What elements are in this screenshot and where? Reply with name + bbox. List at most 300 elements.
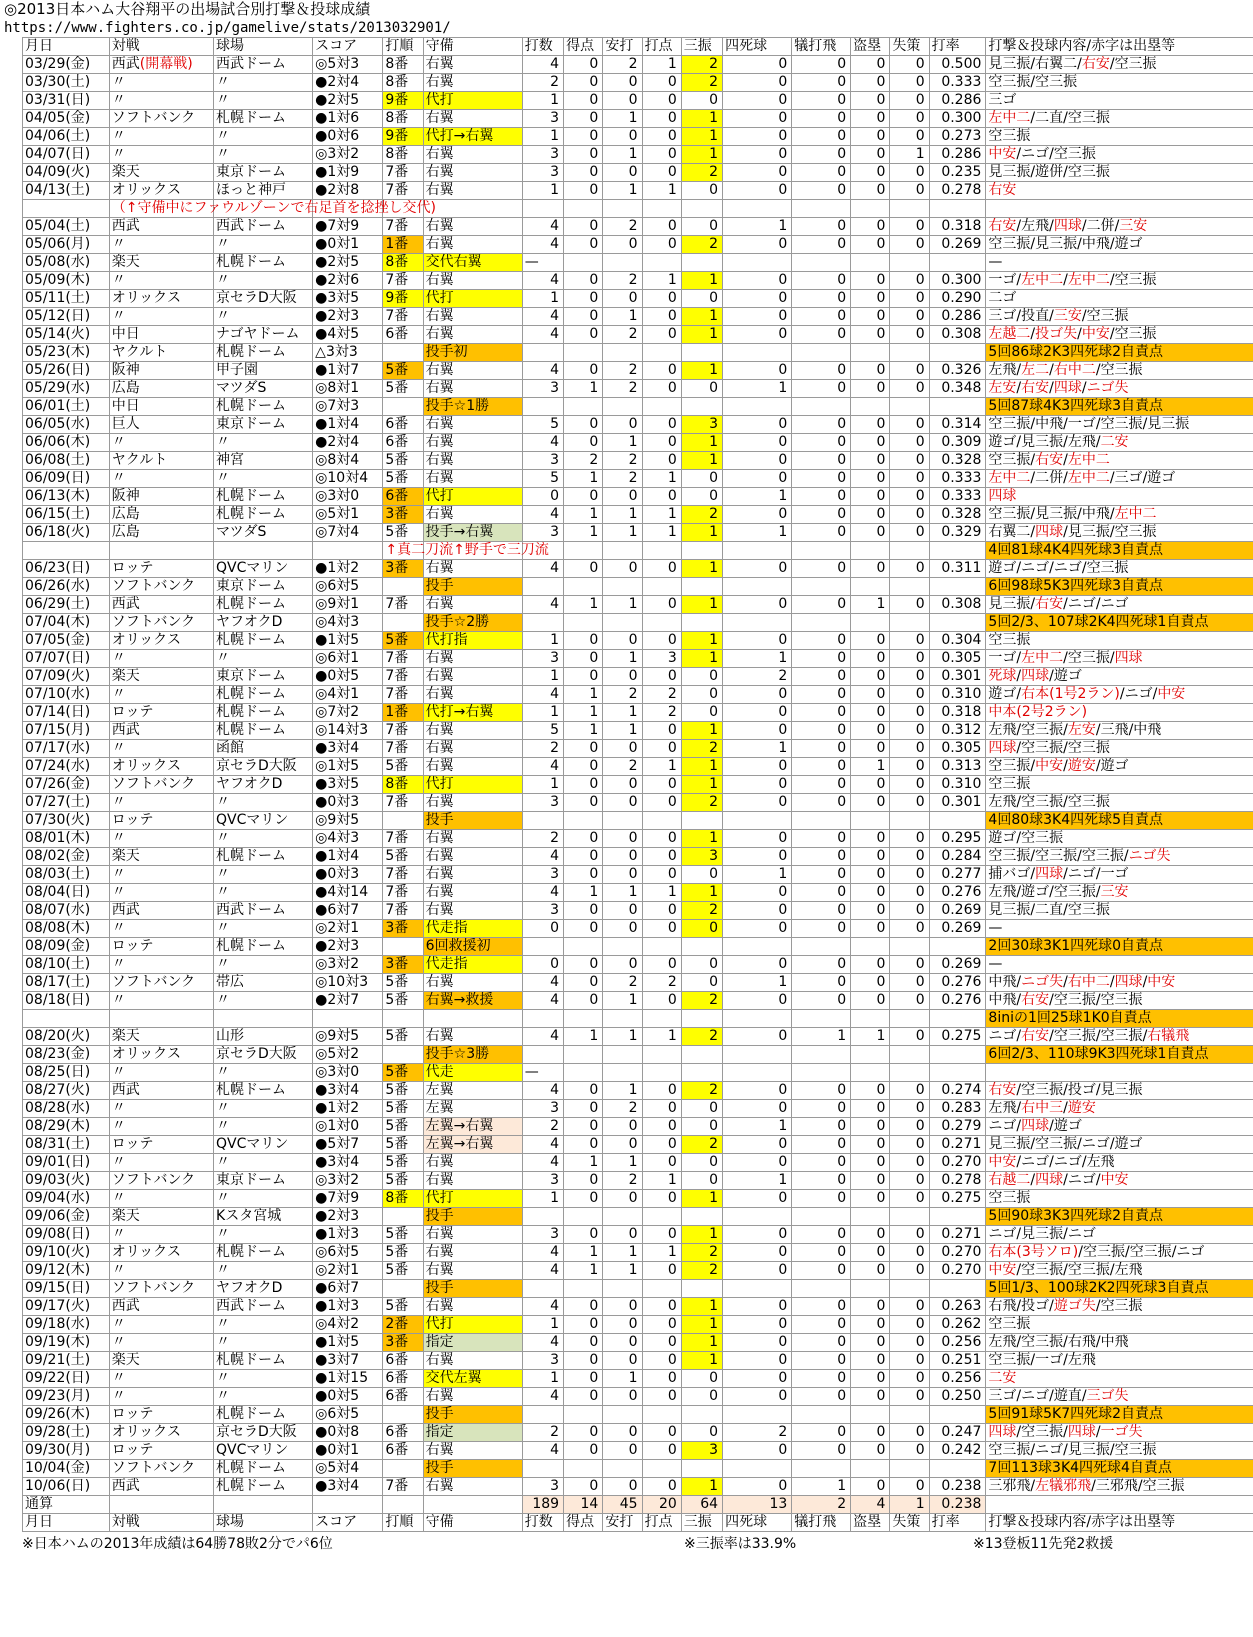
cell-ab: 3 (522, 866, 563, 884)
cell-score: ◎3対2 (313, 146, 383, 164)
game-row (23, 1334, 1253, 1352)
note-row (23, 1010, 1253, 1028)
cell-rbi: 1 (642, 182, 681, 200)
cell-score: ◎5対2 (313, 1046, 383, 1064)
cell-avg: 0.500 (929, 56, 986, 74)
cell-rbi (642, 1208, 681, 1226)
cell-park: 〃 (214, 1154, 313, 1172)
cell-sh: 0 (792, 956, 851, 974)
cell-empty (522, 200, 563, 218)
cell-empty (723, 542, 792, 560)
cell-bo: 8番 (383, 56, 423, 74)
cell-so: 2 (681, 794, 722, 812)
cell-rbi: 0 (642, 1082, 681, 1100)
cell-bb (723, 398, 792, 416)
cell-ab: 2 (522, 830, 563, 848)
cell-pos: 右翼 (423, 416, 522, 434)
cell-r: 0 (564, 1424, 603, 1442)
cell-so: 1 (681, 632, 722, 650)
cell-score: ●0対6 (313, 128, 383, 146)
cell-sb: 0 (851, 236, 890, 254)
cell-sh (792, 812, 851, 830)
cell-h: 2 (603, 362, 642, 380)
cell-sh: 0 (792, 1424, 851, 1442)
cell-h: 0 (603, 92, 642, 110)
cell-score: ◎14対3 (313, 722, 383, 740)
header-detail: 打撃＆投球内容/赤字は出塁等 (986, 1514, 1253, 1532)
cell-detail: ニゴ/見三振/ニゴ (986, 1226, 1253, 1244)
cell-r: 0 (564, 92, 603, 110)
cell-sh (792, 254, 851, 272)
cell-opp: ロッテ (109, 704, 213, 722)
cell-avg: 0.283 (929, 1100, 986, 1118)
cell-so: 1 (681, 362, 722, 380)
cell-detail: 空三振/一ゴ/左飛 (986, 1352, 1253, 1370)
cell-detail: 空三振/ニゴ/見三振/空三振 (986, 1442, 1253, 1460)
cell-so: 0 (681, 470, 722, 488)
cell-pos: 代打 (423, 290, 522, 308)
cell-h (603, 1208, 642, 1226)
cell-score: ●2対3 (313, 308, 383, 326)
cell-bb: 0 (723, 884, 792, 902)
cell-pos: 投手 (423, 1460, 522, 1478)
cell-h: 0 (603, 236, 642, 254)
game-row (23, 164, 1253, 182)
cell-bo: 5番 (383, 1100, 423, 1118)
cell-ab: 1 (522, 1190, 563, 1208)
cell-d: 09/01(日) (23, 1154, 110, 1172)
cell-sh: 0 (792, 974, 851, 992)
cell-opp: ソフトバンク (109, 110, 213, 128)
header-so: 三振 (681, 1514, 722, 1532)
header-pos: 守備 (423, 38, 522, 56)
cell-ab: 3 (522, 110, 563, 128)
cell-rbi: 1 (642, 470, 681, 488)
cell-avg: 0.308 (929, 596, 986, 614)
cell-so: 1 (681, 272, 722, 290)
cell-bb: 0 (723, 506, 792, 524)
cell-rbi: 1 (642, 272, 681, 290)
cell-avg: 0.270 (929, 1262, 986, 1280)
cell-ab: 5 (522, 722, 563, 740)
cell-bb (723, 1406, 792, 1424)
cell-sh: 0 (792, 74, 851, 92)
cell-rbi: 3 (642, 650, 681, 668)
cell-bo: 5番 (383, 1262, 423, 1280)
cell-opp: 〃 (109, 236, 213, 254)
cell-detail: 見三振/二直/空三振 (986, 902, 1253, 920)
cell-so: 1 (681, 650, 722, 668)
cell-detail: 中本(2号2ラン) (986, 704, 1253, 722)
cell-e: 0 (890, 164, 929, 182)
cell-rbi: 1 (642, 524, 681, 542)
cell-sb: 1 (851, 1028, 890, 1046)
cell-score: ◎4対3 (313, 614, 383, 632)
cell-bo: 1番 (383, 704, 423, 722)
cell-r: 0 (564, 1100, 603, 1118)
cell-bo: 5番 (383, 470, 423, 488)
cell-r (564, 1046, 603, 1064)
total-avg: 0.238 (929, 1496, 986, 1514)
cell-d: 08/25(日) (23, 1064, 110, 1082)
cell-sh: 0 (792, 668, 851, 686)
cell-opp: 〃 (109, 146, 213, 164)
header-r: 得点 (564, 1514, 603, 1532)
cell-bo: 7番 (383, 866, 423, 884)
cell-park: 札幌ドーム (214, 938, 313, 956)
cell-score: ●2対5 (313, 254, 383, 272)
cell-empty (851, 200, 890, 218)
cell-bb: 0 (723, 164, 792, 182)
cell-ab: 4 (522, 1028, 563, 1046)
cell-h (603, 254, 642, 272)
cell-park: 函館 (214, 740, 313, 758)
cell-opp: 楽天 (109, 848, 213, 866)
cell-bo: 5番 (383, 1064, 423, 1082)
cell-sh: 0 (792, 794, 851, 812)
cell-avg: 0.286 (929, 146, 986, 164)
cell-park: QVCマリン (214, 1442, 313, 1460)
cell-sb: 0 (851, 74, 890, 92)
header-so: 三振 (681, 38, 722, 56)
cell-sh: 0 (792, 650, 851, 668)
cell-score: ●1対5 (313, 632, 383, 650)
cell-h: 2 (603, 452, 642, 470)
game-row (23, 416, 1253, 434)
cell-r (564, 938, 603, 956)
cell-ab (522, 1460, 563, 1478)
cell-ab: 4 (522, 848, 563, 866)
cell-avg (929, 1046, 986, 1064)
cell-park: 〃 (214, 1118, 313, 1136)
game-row (23, 1262, 1253, 1280)
cell-ab (522, 398, 563, 416)
cell-bb: 0 (723, 110, 792, 128)
cell-park: 札幌ドーム (214, 1460, 313, 1478)
cell-bo: 7番 (383, 218, 423, 236)
cell-ab: 0 (522, 488, 563, 506)
cell-park: 東京ドーム (214, 668, 313, 686)
cell-avg: 0.276 (929, 992, 986, 1010)
cell-opp: 楽天 (109, 1208, 213, 1226)
cell-r: 1 (564, 686, 603, 704)
cell-sh: 0 (792, 470, 851, 488)
cell-e: 0 (890, 1298, 929, 1316)
cell-detail: 左飛/左二/右中二/空三振 (986, 362, 1253, 380)
total-row (23, 1496, 1253, 1514)
cell-opp: 〃 (109, 1388, 213, 1406)
cell-d: 07/07(日) (23, 650, 110, 668)
header-park: 球場 (214, 1514, 313, 1532)
cell-rbi (642, 1064, 681, 1082)
cell-score: ◎1対5 (313, 758, 383, 776)
cell-opp: 〃 (109, 1064, 213, 1082)
cell-pos: 左翼 (423, 1082, 522, 1100)
cell-avg: 0.275 (929, 1190, 986, 1208)
cell-ab: 4 (522, 992, 563, 1010)
cell-so: 2 (681, 236, 722, 254)
cell-r: 0 (564, 1172, 603, 1190)
cell-sh: 0 (792, 1172, 851, 1190)
footer-header-row (23, 1514, 1253, 1532)
cell-rbi: 0 (642, 1100, 681, 1118)
header-detail: 打撃＆投球内容/赤字は出塁等 (986, 38, 1253, 56)
cell-score: ●3対5 (313, 290, 383, 308)
cell-r (564, 344, 603, 362)
cell-sb: 0 (851, 884, 890, 902)
game-row (23, 56, 1253, 74)
cell-rbi: 0 (642, 1118, 681, 1136)
cell-avg (929, 1460, 986, 1478)
cell-e: 0 (890, 1370, 929, 1388)
game-row (23, 254, 1253, 272)
cell-bb: 0 (723, 1334, 792, 1352)
cell-pos: 投手 (423, 1406, 522, 1424)
cell-bo (383, 1406, 423, 1424)
cell-sb (851, 344, 890, 362)
game-row (23, 1298, 1253, 1316)
header-ab: 打数 (522, 1514, 563, 1532)
cell-d: 06/08(土) (23, 452, 110, 470)
cell-bb: 1 (723, 650, 792, 668)
cell-sh: 0 (792, 290, 851, 308)
cell-opp: 〃 (109, 650, 213, 668)
cell-detail: 二ゴ (986, 290, 1253, 308)
game-row (23, 1226, 1253, 1244)
cell-bb: 1 (723, 218, 792, 236)
cell-sb: 0 (851, 218, 890, 236)
cell-rbi: 0 (642, 452, 681, 470)
note-row (23, 542, 1253, 560)
cell-bb (723, 578, 792, 596)
cell-avg: 0.309 (929, 434, 986, 452)
cell-so: 0 (681, 974, 722, 992)
cell-pos: 右翼 (423, 668, 522, 686)
cell-score: ●2対5 (313, 92, 383, 110)
cell-park: 〃 (214, 272, 313, 290)
cell-detail: 5回1/3、100球2K2四死球3自責点 (986, 1280, 1253, 1298)
cell-detail: 捕バゴ/四球/ニゴ/一ゴ (986, 866, 1253, 884)
cell-ab (522, 938, 563, 956)
cell-so: 0 (681, 290, 722, 308)
cell-empty (681, 200, 722, 218)
cell-bb: 0 (723, 1478, 792, 1496)
cell-d: 07/27(土) (23, 794, 110, 812)
cell-bb: 1 (723, 380, 792, 398)
cell-ab: 4 (522, 974, 563, 992)
cell-score: ●1対6 (313, 110, 383, 128)
cell-e: 0 (890, 722, 929, 740)
cell-opp: 中日 (109, 326, 213, 344)
cell-h: 2 (603, 272, 642, 290)
cell-so (681, 812, 722, 830)
cell-e (890, 1280, 929, 1298)
cell-bb: 0 (723, 776, 792, 794)
cell-park: ナゴヤドーム (214, 326, 313, 344)
cell-d: 05/09(木) (23, 272, 110, 290)
cell-detail: 四球/空三振/空三振 (986, 740, 1253, 758)
cell-r: 0 (564, 434, 603, 452)
cell-sh: 0 (792, 110, 851, 128)
cell-bo: 5番 (383, 974, 423, 992)
cell-h: 0 (603, 1136, 642, 1154)
cell-bo: 5番 (383, 1082, 423, 1100)
cell-detail: 四球/空三振/四球/一ゴ失 (986, 1424, 1253, 1442)
cell-bo: 5番 (383, 1298, 423, 1316)
cell-sb: 0 (851, 722, 890, 740)
cell-opp: 広島 (109, 524, 213, 542)
cell-pos: 右翼 (423, 146, 522, 164)
cell-e (890, 1064, 929, 1082)
cell-bo: 8番 (383, 254, 423, 272)
cell-park: 東京ドーム (214, 164, 313, 182)
cell-detail: 右翼二/四球/見三振/空三振 (986, 524, 1253, 542)
game-row (23, 1352, 1253, 1370)
cell-bb: 0 (723, 326, 792, 344)
cell-h: 0 (603, 1424, 642, 1442)
cell-avg (929, 344, 986, 362)
header-bo: 打順 (383, 1514, 423, 1532)
cell-h (603, 398, 642, 416)
cell-so: 0 (681, 1172, 722, 1190)
cell-so (681, 398, 722, 416)
cell-detail: ニゴ/四球/遊ゴ (986, 1118, 1253, 1136)
cell-park: 京セラD大阪 (214, 290, 313, 308)
cell-park: 〃 (214, 992, 313, 1010)
cell-pos: 右翼 (423, 560, 522, 578)
cell-so (681, 254, 722, 272)
cell-avg: 0.275 (929, 1028, 986, 1046)
cell-r: 0 (564, 1136, 603, 1154)
cell-r: 0 (564, 1316, 603, 1334)
total-e: 1 (890, 1496, 929, 1514)
cell-sh: 0 (792, 1298, 851, 1316)
cell-h: 2 (603, 470, 642, 488)
cell-park: 西武ドーム (214, 1298, 313, 1316)
cell-so: 1 (681, 1352, 722, 1370)
cell-park: 〃 (214, 884, 313, 902)
cell-ab: 4 (522, 434, 563, 452)
cell-avg: 0.276 (929, 974, 986, 992)
cell-so (681, 1280, 722, 1298)
cell-opp: ソフトバンク (109, 1172, 213, 1190)
cell-bo (383, 1460, 423, 1478)
cell-so: 0 (681, 668, 722, 686)
cell-detail: 空三振/空三振/空三振/ニゴ失 (986, 848, 1253, 866)
cell-bb: 0 (723, 74, 792, 92)
cell-pos: 指定 (423, 1424, 522, 1442)
cell-detail: 中安/ニゴ/空三振 (986, 146, 1253, 164)
cell-bo: 7番 (383, 1478, 423, 1496)
cell-bo: 5番 (383, 1118, 423, 1136)
cell-avg: 0.301 (929, 668, 986, 686)
cell-park: 札幌ドーム (214, 686, 313, 704)
cell-h (603, 344, 642, 362)
cell-detail: 二安 (986, 1370, 1253, 1388)
cell-empty (23, 542, 110, 560)
cell-bo: 7番 (383, 902, 423, 920)
cell-score: ●6対7 (313, 902, 383, 920)
cell-d: 08/28(水) (23, 1100, 110, 1118)
cell-so (681, 344, 722, 362)
cell-e: 0 (890, 290, 929, 308)
cell-bb: 0 (723, 794, 792, 812)
header-h: 安打 (603, 38, 642, 56)
cell-bo: 3番 (383, 920, 423, 938)
cell-so (681, 938, 722, 956)
cell-r: 1 (564, 506, 603, 524)
cell-avg: 0.269 (929, 920, 986, 938)
cell-h: 1 (603, 1082, 642, 1100)
cell-bo: 5番 (383, 1226, 423, 1244)
cell-so (681, 578, 722, 596)
cell-opp: 〃 (109, 92, 213, 110)
cell-avg: 0.333 (929, 74, 986, 92)
cell-pos: 代打 (423, 1316, 522, 1334)
cell-sh: 0 (792, 452, 851, 470)
cell-bb: 2 (723, 1424, 792, 1442)
cell-pos: 右翼 (423, 506, 522, 524)
cell-park: 札幌ドーム (214, 488, 313, 506)
cell-d: 04/09(火) (23, 164, 110, 182)
cell-ab: 2 (522, 74, 563, 92)
header-opp: 対戦 (109, 38, 213, 56)
cell-rbi (642, 812, 681, 830)
cell-score: ●0対5 (313, 1388, 383, 1406)
cell-bo: 3番 (383, 506, 423, 524)
cell-sb: 0 (851, 650, 890, 668)
cell-e: 0 (890, 920, 929, 938)
cell-d: 09/28(土) (23, 1424, 110, 1442)
cell-so: 1 (681, 1190, 722, 1208)
cell-ab: 4 (522, 1262, 563, 1280)
game-row (23, 1424, 1253, 1442)
cell-rbi: 0 (642, 290, 681, 308)
cell-detail: 中安/ニゴ/ニゴ/左飛 (986, 1154, 1253, 1172)
total-h: 45 (603, 1496, 642, 1514)
cell-h: 2 (603, 758, 642, 776)
cell-bb: 1 (723, 974, 792, 992)
cell-score: ●0対8 (313, 1424, 383, 1442)
cell-empty (723, 1010, 792, 1028)
cell-r: 0 (564, 1190, 603, 1208)
cell-e: 0 (890, 182, 929, 200)
cell-pos: 右翼 (423, 434, 522, 452)
game-row (23, 686, 1253, 704)
cell-pos: 右翼 (423, 794, 522, 812)
cell-detail: 6回2/3、110球9K3四死球1自責点 (986, 1046, 1253, 1064)
game-row (23, 218, 1253, 236)
cell-h: 1 (603, 1154, 642, 1172)
cell-park: 西武ドーム (214, 902, 313, 920)
cell-empty (564, 200, 603, 218)
cell-rbi: 0 (642, 920, 681, 938)
cell-park: 〃 (214, 92, 313, 110)
cell-avg: 0.348 (929, 380, 986, 398)
cell-bb: 0 (723, 56, 792, 74)
cell-detail: 右越二/四球/ニゴ/中安 (986, 1172, 1253, 1190)
cell-avg (929, 614, 986, 632)
cell-e: 0 (890, 884, 929, 902)
cell-bo (383, 1046, 423, 1064)
cell-so: 2 (681, 164, 722, 182)
cell-score: ●1対5 (313, 1334, 383, 1352)
cell-empty (109, 1010, 213, 1028)
cell-pos: 投手 (423, 578, 522, 596)
cell-e: 0 (890, 92, 929, 110)
cell-bb: 0 (723, 416, 792, 434)
cell-empty (603, 542, 642, 560)
